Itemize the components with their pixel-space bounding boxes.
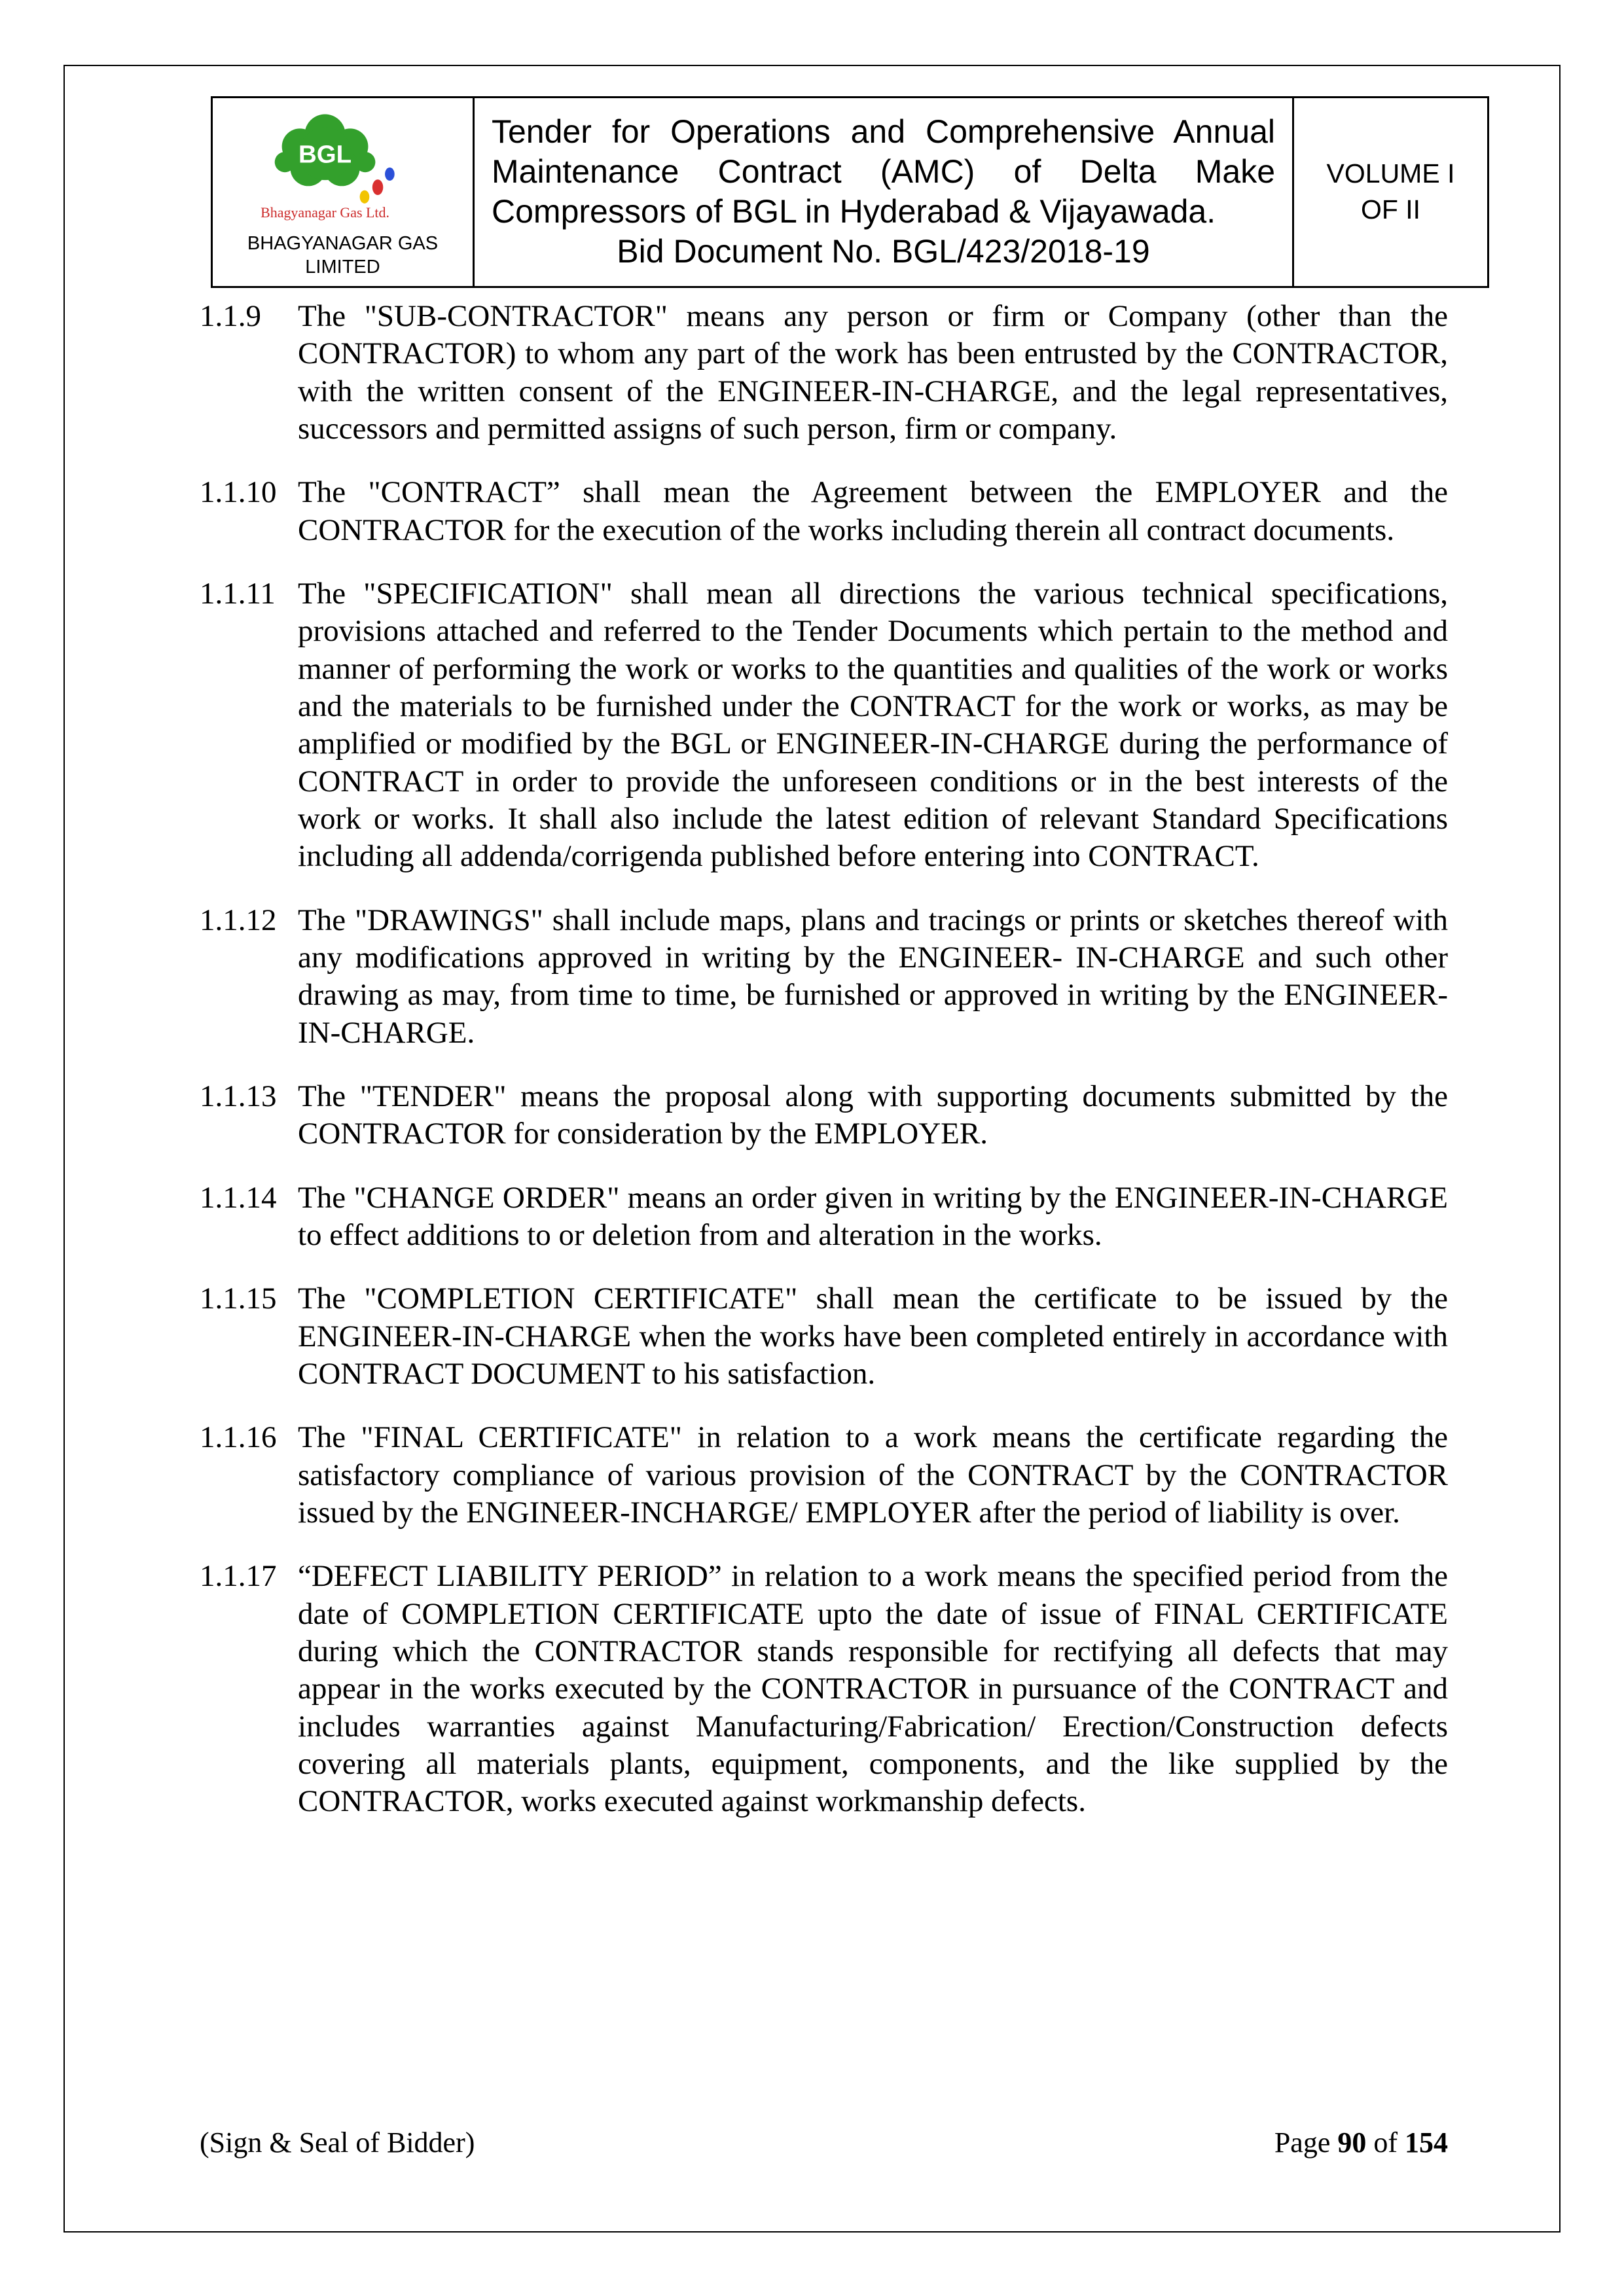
clause-text: The "SPECIFICATION" shall mean all directions the various technical specifications, provisions attached and referred to the Tender Documents which pertain to the method and manner of performing the work or works to the quantities and qualities of the work or works and the materials to be furnished under the CONTRACT for the work or works, as may be amplified or modified by the BGL or ENGINEER-IN-CHARGE during the performance of CONTRACT in order to provide the unforeseen conditions or in the best interests of the work or works. It shall also include the latest edition of relevant Standard Specifications including all addenda/corrigenda published before entering into CONTRACT. (298, 576, 1448, 874)
page-indicator (1274, 2126, 1448, 2159)
volume-line2: OF II (1360, 194, 1421, 225)
header-table (211, 96, 1489, 288)
clause-number: 1.1.10 (200, 475, 277, 510)
logo-cell (212, 98, 474, 287)
clause-1-1-11 (200, 575, 1448, 876)
org-name (217, 232, 469, 279)
clause-1-1-17 (200, 1558, 1448, 1820)
clause-number: 1.1.16 (200, 1420, 277, 1455)
clause-1-1-15 (200, 1280, 1448, 1393)
clause-number: 1.1.13 (200, 1079, 277, 1113)
clause-1-1-14 (200, 1179, 1448, 1255)
volume-line1: VOLUME I (1326, 158, 1455, 188)
clause-text: The "SUB-CONTRACTOR" means any person or firm or Company (other than the CONTRACTOR) to whom any part of the work has been entrusted by the CONTRACTOR, with the written consent of the ENGINEER-IN-CHARGE, and the legal representatives, successors and permitted assigns of such person, firm or company. (298, 299, 1448, 446)
clause-1-1-12 (200, 902, 1448, 1052)
logo-blue-drop-icon (385, 168, 395, 181)
clause-text: The "DRAWINGS" shall include maps, plans and tracings or prints or sketches thereof with any modifications approved in writing by the ENGINEER- IN-CHARGE and such other drawing as may, from time to time, be furnished or approved in writing by the ENGINEER-IN-CHARGE. (298, 903, 1448, 1050)
page-word: Page (1274, 2126, 1331, 2159)
total-pages: 154 (1405, 2126, 1448, 2159)
bgl-logo-icon (235, 103, 451, 230)
clause-1-1-10 (200, 474, 1448, 549)
clause-number: 1.1.12 (200, 903, 277, 937)
volume-cell (1293, 98, 1489, 287)
clause-1-1-16 (200, 1419, 1448, 1532)
page-number: 90 (1337, 2126, 1367, 2159)
clause-text: The "CONTRACT” shall mean the Agreement between the EMPLOYER and the CONTRACTOR for the execution of the works including therein all contract documents. (298, 475, 1448, 547)
clause-text: The "COMPLETION CERTIFICATE" shall mean the certificate to be issued by the ENGINEER-IN-CHARGE when the works have been completed entirely in accordance with CONTRACT DOCUMENT to his satisfaction. (298, 1282, 1448, 1391)
org-name-line2: LIMITED (305, 257, 380, 278)
sign-seal-note: (Sign & Seal of Bidder) (200, 2126, 475, 2159)
clause-text: “DEFECT LIABILITY PERIOD” in relation to a work means the specified period from the date of COMPLETION CERTIFICATE upto the date of issue of FINAL CERTIFICATE during which the CONTRACTOR stands responsible for rectifying all defects that may appear in the works executed by the CONTRACTOR in pursuance of the CONTRACT and includes warranties against Manufacturing/Fabrication/ Erection/Construction defects covering all materials plants, equipment, components, and the like supplied by the CONTRACTOR, works executed against workmanship defects. (298, 1559, 1448, 1819)
clause-1-1-9 (200, 298, 1448, 448)
clause-text: The "FINAL CERTIFICATE" in relation to a work means the certificate regarding the satisfactory compliance of various provision of the CONTRACT by the CONTRACTOR issued by the ENGINEER-INCHARGE/ EMPLOYER after the period of liability is over. (298, 1420, 1448, 1530)
bid-document-number: Bid Document No. BGL/423/2018-19 (617, 233, 1150, 270)
of-word: of (1373, 2126, 1398, 2159)
logo-monogram-text: BGL (298, 140, 352, 169)
page-footer (200, 2126, 1448, 2159)
clause-number: 1.1.14 (200, 1180, 277, 1215)
clause-number: 1.1.15 (200, 1282, 277, 1316)
tender-title: Tender for Operations and Comprehensive Annual Maintenance Contract (AMC) of Delta Make Compressors of BGL in Hyderabad & Vijayawada. (492, 113, 1275, 230)
clause-1-1-13 (200, 1078, 1448, 1153)
logo-subtext: Bhagyanagar Gas Ltd. (260, 204, 389, 221)
org-name-line1: BHAGYANAGAR GAS (247, 233, 439, 254)
clause-number: 1.1.9 (200, 299, 261, 333)
clauses-section (200, 298, 1448, 1846)
logo-yellow-drop-icon (359, 190, 369, 204)
clause-text: The "CHANGE ORDER" means an order given in writing by the ENGINEER-IN-CHARGE to effect additions to or deletion from and alteration in the works. (298, 1180, 1448, 1252)
tender-title-cell (474, 98, 1293, 287)
clause-number: 1.1.17 (200, 1559, 277, 1594)
clause-text: The "TENDER" means the proposal along with supporting documents submitted by the CONTRACTOR for consideration by the EMPLOYER. (298, 1079, 1448, 1151)
clause-number: 1.1.11 (200, 576, 276, 611)
logo-red-drop-icon (372, 179, 382, 195)
